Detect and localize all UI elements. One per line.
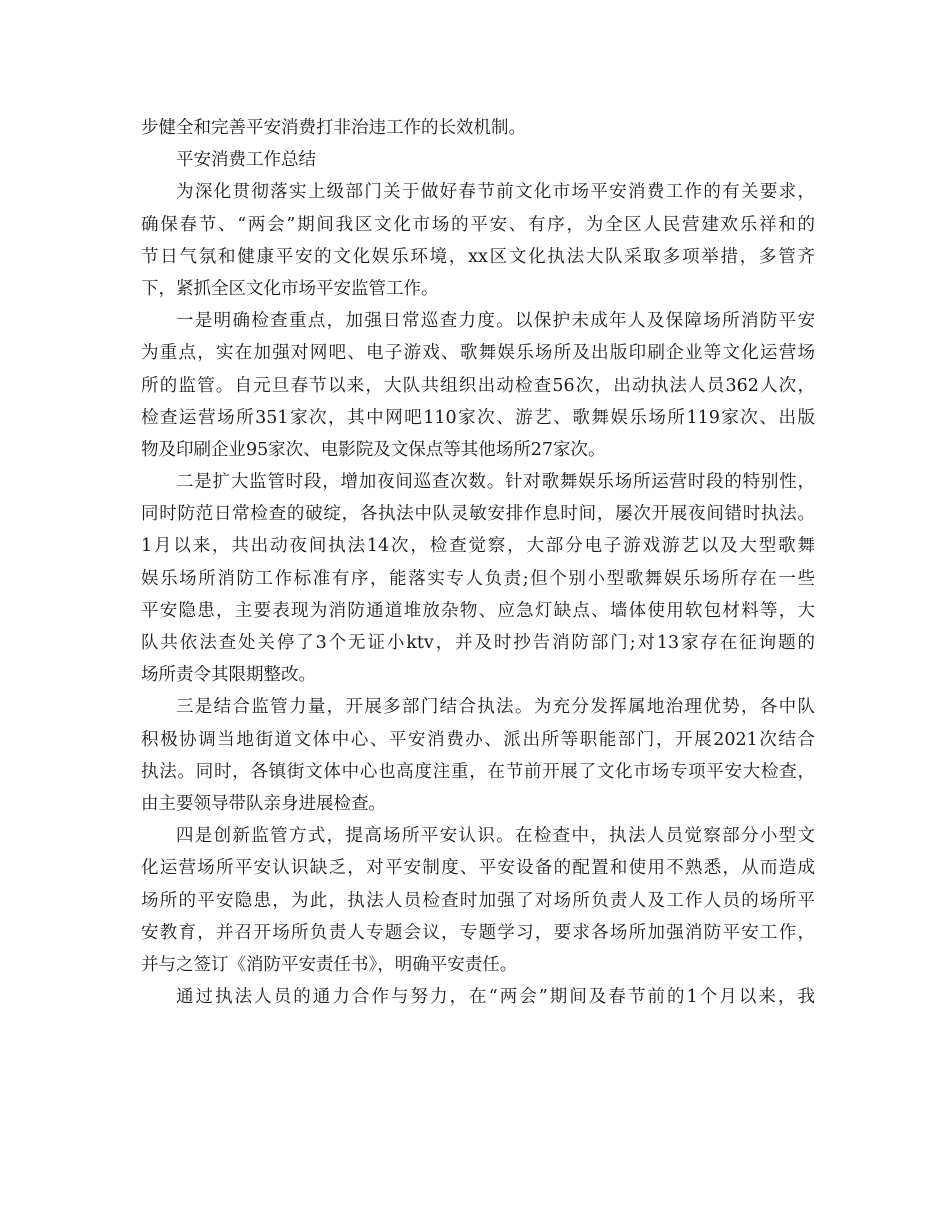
text-line: 为重点，实在加强对网吧、电子游戏、歌舞娱乐场所及出版印刷企业等文化运营场 (141, 343, 815, 364)
text-line: 场所责令其限期整改。 (141, 665, 316, 686)
text-line: 场所的平安隐患，为此，执法人员检查时加强了对场所负责人及工作人员的场所平 (141, 890, 815, 911)
text-line: 由主要领导带队亲身进展检查。 (141, 793, 386, 814)
text-line: 所的监管。自元旦春节以来，大队共组织出动检查56次，出动执法人员362人次， (141, 375, 815, 396)
text-line: 节日气氛和健康平安的文化娱乐环境，xx区文化执法大队采取多项举措，多管齐 (141, 246, 815, 267)
text-line: 四是创新监管方式，提高场所平安认识。在检查中，执法人员觉察部分小型文 (176, 826, 815, 847)
text-line: 物及印刷企业95家次、电影院及文保点等其他场所27家次。 (141, 439, 606, 460)
text-line: 并与之签订《消防平安责任书》，明确平安责任。 (141, 954, 518, 975)
section-heading: 平安消费工作总结 (176, 150, 316, 171)
text-line: 同时防范日常检查的破绽，各执法中队灵敏安排作息时间，屡次开展夜间错时执法。 (141, 504, 815, 525)
text-line: 二是扩大监管时段，增加夜间巡查次数。针对歌舞娱乐场所运营时段的特别性， (176, 472, 815, 493)
text-line: 三是结合监管力量，开展多部门结合执法。为充分发挥属地治理优势，各中队 (176, 697, 815, 718)
text-line: 确保春节、“两会”期间我区文化市场的平安、有序，为全区人民营建欢乐祥和的 (141, 214, 815, 235)
text-line: 娱乐场所消防工作标准有序，能落实专人负责;但个别小型歌舞娱乐场所存在一些 (141, 568, 815, 589)
text-line: 平安隐患，主要表现为消防通道堆放杂物、应急灯缺点、墙体使用软包材料等，大 (141, 600, 815, 621)
text-line: 通过执法人员的通力合作与努力，在“两会”期间及春节前的1个月以来，我 (176, 987, 815, 1008)
text-line: 检查运营场所351家次，其中网吧110家次、游艺、歌舞娱乐场所119家次、出版 (141, 407, 815, 428)
text-line: 一是明确检查重点，加强日常巡查力度。以保护未成年人及保障场所消防平安 (176, 311, 815, 332)
text-line: 步健全和完善平安消费打非治违工作的长效机制。 (141, 118, 526, 138)
text-line: 执法。同时，各镇街文体中心也高度注重，在节前开展了文化市场专项平安大检查， (141, 761, 815, 782)
text-line: 安教育，并召开场所负责人专题会议，专题学习，要求各场所加强消防平安工作， (141, 922, 815, 943)
text-line: 下，紧抓全区文化市场平安监管工作。 (141, 278, 439, 299)
document-body (141, 112, 815, 1013)
text-line: 1月以来，共出动夜间执法14次，检查觉察，大部分电子游戏游艺以及大型歌舞 (141, 536, 815, 557)
text-line: 为深化贯彻落实上级部门关于做好春节前文化市场平安消费工作的有关要求， (176, 182, 815, 203)
text-line: 队共依法查处关停了3个无证小ktv，并及时抄告消防部门;对13家存在征询题的 (141, 633, 815, 653)
text-line: 化运营场所平安认识缺乏，对平安制度、平安设备的配置和使用不熟悉，从而造成 (141, 858, 815, 879)
text-line: 积极协调当地街道文体中心、平安消费办、派出所等职能部门，开展2021次结合 (141, 729, 815, 750)
